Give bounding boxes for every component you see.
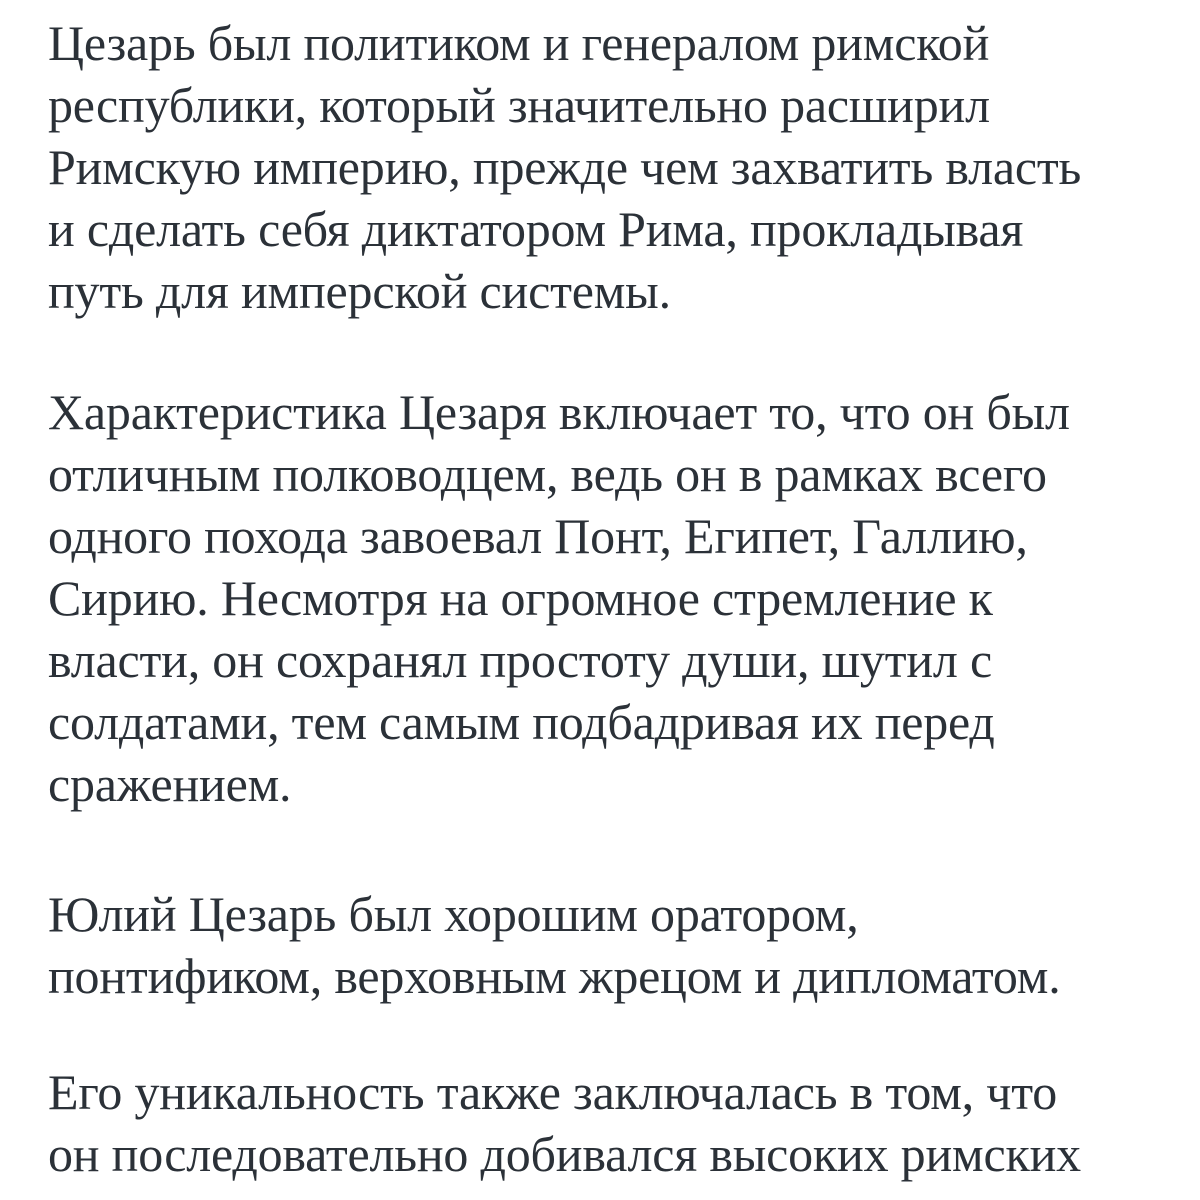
text-line: республики, который значительно расширил bbox=[48, 77, 990, 133]
paragraph-4 bbox=[48, 1061, 1081, 1185]
text-line: сражением. bbox=[48, 756, 292, 812]
text-line: Характеристика Цезаря включает то, что он был bbox=[48, 384, 1070, 440]
text-line: Сирию. Несмотря на огромное стремление к bbox=[48, 570, 993, 626]
text-line: Римскую империю, прежде чем захватить власть bbox=[48, 139, 1082, 195]
text-line: понтификом, верховным жрецом и дипломатом. bbox=[48, 948, 1061, 1004]
text-line: власти, он сохранял простоту души, шутил с bbox=[48, 632, 992, 688]
text-line: он последовательно добивался высоких римских bbox=[48, 1126, 1081, 1182]
text-line: Цезарь был политиком и генералом римской bbox=[48, 15, 990, 71]
text-line: одного похода завоевал Понт, Египет, Галлию, bbox=[48, 508, 1028, 564]
paragraph-2 bbox=[48, 381, 1070, 815]
text-line: отличным полководцем, ведь он в рамках всего bbox=[48, 446, 1047, 502]
text-line: путь для имперской системы. bbox=[48, 263, 671, 319]
text-line: и сделать себя диктатором Рима, прокладывая bbox=[48, 201, 1024, 257]
paragraph-1 bbox=[48, 12, 1081, 322]
text-line: солдатами, тем самым подбадривая их перед bbox=[48, 694, 995, 750]
text-line: Его уникальность также заключалась в том, что bbox=[48, 1064, 1057, 1120]
text-line: Юлий Цезарь был хорошим оратором, bbox=[48, 886, 859, 942]
paragraph-3 bbox=[48, 883, 1061, 1007]
